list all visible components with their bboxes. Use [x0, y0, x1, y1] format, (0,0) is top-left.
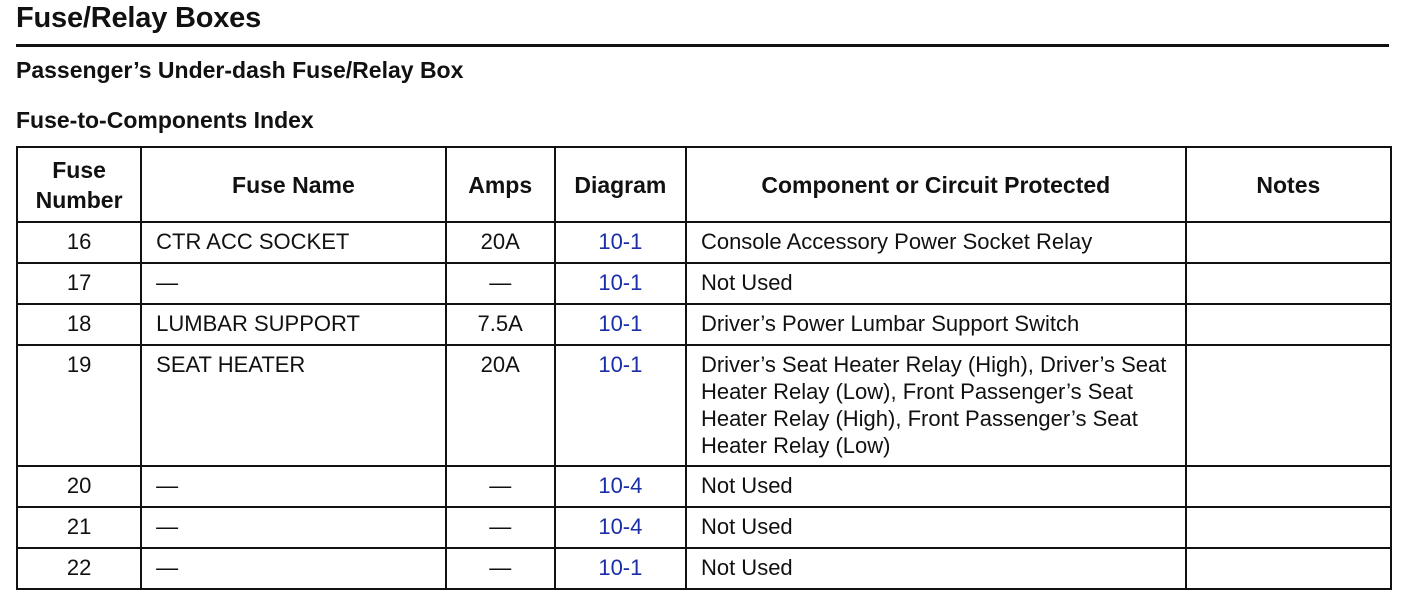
diagram-link[interactable]: 10-4: [598, 514, 643, 539]
notes-cell: [1186, 507, 1391, 548]
fuse-number-cell: 19: [17, 345, 141, 466]
fuse-number-cell: 22: [17, 548, 141, 589]
header-component: Component or Circuit Protected: [686, 147, 1186, 222]
diagram-cell[interactable]: [555, 548, 686, 589]
fuse-name-cell: —: [141, 548, 445, 589]
amps-cell: —: [446, 548, 555, 589]
diagram-link[interactable]: 10-1: [598, 229, 643, 254]
diagram-cell[interactable]: [555, 304, 686, 345]
header-fuse-number-line2: Number: [35, 186, 123, 213]
table-row: [17, 222, 1391, 263]
fuse-name-cell: —: [141, 263, 445, 304]
fuse-name-cell: SEAT HEATER: [141, 345, 445, 466]
diagram-link[interactable]: 10-1: [598, 352, 643, 377]
header-fuse-name: Fuse Name: [141, 147, 445, 222]
diagram-link[interactable]: 10-1: [598, 311, 643, 336]
fuse-name-cell: —: [141, 507, 445, 548]
diagram-cell[interactable]: [555, 222, 686, 263]
component-cell: Driver’s Power Lumbar Support Switch: [686, 304, 1186, 345]
component-cell: Not Used: [686, 263, 1186, 304]
table-row: [17, 507, 1391, 548]
table-row: [17, 548, 1391, 589]
amps-cell: —: [446, 507, 555, 548]
section-title: Passenger’s Under-dash Fuse/Relay Box: [16, 57, 464, 83]
amps-cell: —: [446, 263, 555, 304]
header-fuse-number: [17, 147, 141, 222]
table-row: [17, 263, 1391, 304]
fuse-name-cell: LUMBAR SUPPORT: [141, 304, 445, 345]
component-cell: Driver’s Seat Heater Relay (High), Driver’s Seat Heater Relay (Low), Front Passenger’s Seat Heater Relay (High), Front Passenger’s Seat Heater Relay (Low): [686, 345, 1186, 466]
diagram-cell[interactable]: [555, 507, 686, 548]
component-cell: Console Accessory Power Socket Relay: [686, 222, 1186, 263]
component-cell: Not Used: [686, 548, 1186, 589]
notes-cell: [1186, 263, 1391, 304]
diagram-link[interactable]: 10-1: [598, 270, 643, 295]
subsection-title: Fuse-to-Components Index: [16, 107, 314, 133]
title-rule: [16, 44, 1389, 47]
diagram-link[interactable]: 10-1: [598, 555, 643, 580]
notes-cell: [1186, 345, 1391, 466]
fuse-name-cell: CTR ACC SOCKET: [141, 222, 445, 263]
fuse-number-cell: 20: [17, 466, 141, 507]
table-row: [17, 304, 1391, 345]
notes-cell: [1186, 304, 1391, 345]
header-diagram: Diagram: [555, 147, 686, 222]
diagram-cell[interactable]: [555, 466, 686, 507]
diagram-link[interactable]: 10-4: [598, 473, 643, 498]
header-notes: Notes: [1186, 147, 1391, 222]
table-row: [17, 345, 1391, 466]
notes-cell: [1186, 548, 1391, 589]
amps-cell: 7.5A: [446, 304, 555, 345]
diagram-cell[interactable]: [555, 263, 686, 304]
component-cell: Not Used: [686, 466, 1186, 507]
amps-cell: 20A: [446, 345, 555, 466]
fuse-components-table: [16, 146, 1392, 590]
page-title: Fuse/Relay Boxes: [16, 2, 262, 34]
table-row: [17, 466, 1391, 507]
amps-cell: —: [446, 466, 555, 507]
amps-cell: 20A: [446, 222, 555, 263]
fuse-number-cell: 16: [17, 222, 141, 263]
header-amps: Amps: [446, 147, 555, 222]
fuse-number-cell: 17: [17, 263, 141, 304]
header-fuse-number-line1: Fuse: [52, 156, 106, 183]
fuse-number-cell: 18: [17, 304, 141, 345]
notes-cell: [1186, 466, 1391, 507]
notes-cell: [1186, 222, 1391, 263]
table-header-row: [17, 147, 1391, 222]
diagram-cell[interactable]: [555, 345, 686, 466]
fuse-number-cell: 21: [17, 507, 141, 548]
fuse-name-cell: —: [141, 466, 445, 507]
component-cell: Not Used: [686, 507, 1186, 548]
